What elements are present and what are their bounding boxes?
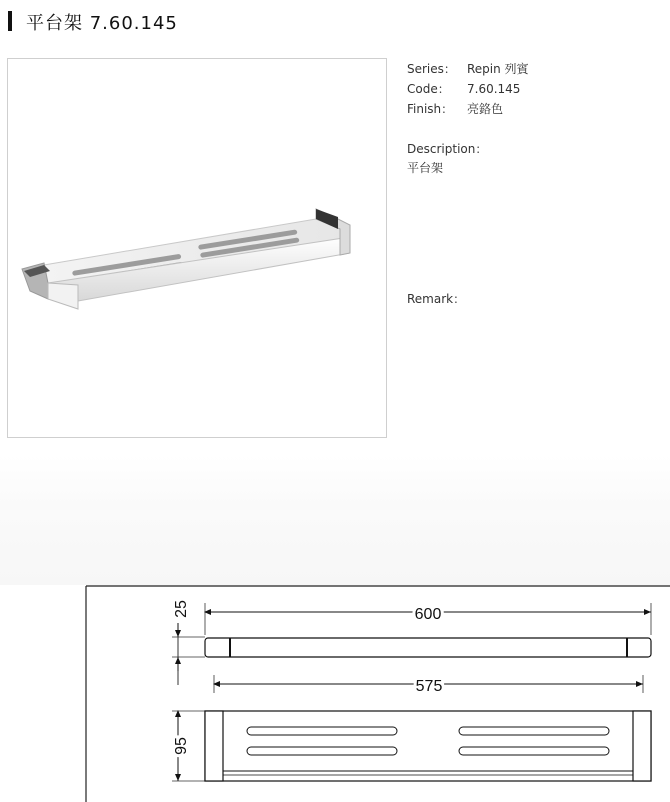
dim-25-label: 25 (173, 600, 190, 618)
technical-drawing (0, 585, 670, 802)
finish-value: 亮鉻色 (467, 102, 504, 116)
series-value: Repin 列賓 (467, 62, 529, 76)
code-value: 7.60.145 (467, 82, 521, 96)
code-label: Code： (407, 82, 450, 96)
dim-575-label: 575 (415, 678, 443, 695)
dim-600-label: 600 (414, 606, 442, 623)
product-photo (7, 58, 387, 438)
finish-label: Finish： (407, 102, 454, 116)
title-marker (8, 11, 12, 31)
code-row (407, 79, 520, 99)
description-label: Description： (407, 142, 488, 156)
spec-background (0, 455, 670, 585)
dim-95-label: 95 (173, 737, 190, 755)
series-label: Series： (407, 62, 456, 76)
shelf-product-image (8, 59, 386, 437)
remark-label: Remark： (407, 292, 466, 306)
description-value: 平台架 (407, 161, 444, 175)
series-row (407, 59, 529, 79)
page-title: 平台架 7.60.145 (26, 13, 178, 34)
finish-row (407, 99, 503, 119)
